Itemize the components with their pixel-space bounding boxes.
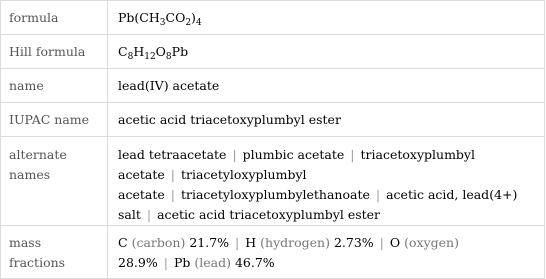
name-value: lead(IV) acetate: [108, 69, 545, 103]
separator: |: [146, 207, 152, 222]
hill-subscript: 8: [127, 52, 134, 62]
separator: |: [350, 147, 355, 162]
row-label-name: name: [1, 69, 108, 103]
element-fraction: 28.9%: [118, 255, 158, 270]
hill-part: H: [133, 44, 145, 59]
hill-subscript: 8: [165, 52, 172, 62]
element-name: (carbon): [131, 235, 186, 250]
alternate-name: triacetyloxyplumbylethanoate: [180, 187, 370, 202]
formula-subscript: 2: [185, 18, 192, 28]
alternate-name: triacetyloxyplumbyl acetate: [118, 167, 307, 202]
element-name: (lead): [194, 255, 231, 270]
formula-subscript: 4: [195, 18, 202, 28]
separator: |: [163, 255, 168, 270]
alternate-name: plumbic acetate: [242, 147, 345, 162]
hill-part: O: [155, 44, 166, 59]
element-name: (oxygen): [404, 235, 459, 250]
separator: |: [379, 235, 384, 250]
formula-value: [108, 1, 545, 35]
alternate-name: triacetoxyplumbyl acetate: [118, 147, 475, 182]
element-symbol: H: [245, 235, 257, 250]
row-label-mass-fractions: mass fractions: [1, 226, 108, 279]
element-symbol: Pb: [173, 255, 191, 270]
row-label-hill-formula: Hill formula: [1, 35, 108, 69]
table-row: [1, 226, 545, 279]
table-row: [1, 69, 545, 103]
alternate-name: acetic acid, lead(4+) salt: [118, 187, 518, 222]
separator: |: [232, 147, 237, 162]
iupac-name-value: acetic acid triacetoxyplumbyl ester: [108, 103, 545, 137]
element-symbol: O: [389, 235, 401, 250]
element-fraction: 46.7%: [234, 255, 275, 270]
row-label-alternate-names: alternate names: [1, 137, 108, 226]
row-label-formula: formula: [1, 1, 108, 35]
formula-part: ): [191, 10, 196, 25]
formula-subscript: 3: [159, 18, 166, 28]
element-name: (hydrogen): [260, 235, 330, 250]
alternate-names-value: [108, 137, 545, 226]
separator: |: [375, 187, 381, 202]
alternate-name: lead tetraacetate: [118, 147, 227, 162]
hill-subscript: 12: [144, 52, 156, 62]
hill-formula-value: [108, 35, 545, 69]
separator: |: [235, 235, 240, 250]
hill-part: C: [118, 44, 128, 59]
hill-part: Pb: [171, 44, 189, 59]
formula-part: CO: [165, 10, 186, 25]
table-row: [1, 35, 545, 69]
table-row: [1, 137, 545, 226]
element-fraction: 2.73%: [333, 235, 374, 250]
separator: |: [170, 187, 175, 202]
table-row: [1, 1, 545, 35]
alternate-name: acetic acid triacetoxyplumbyl ester: [157, 207, 381, 222]
element-symbol: C: [118, 235, 128, 250]
element-fraction: 21.7%: [189, 235, 230, 250]
separator: |: [170, 167, 175, 182]
mass-fractions-value: [108, 226, 545, 279]
row-label-iupac-name: IUPAC name: [1, 103, 108, 137]
table-row: [1, 103, 545, 137]
formula-part: Pb(CH: [118, 10, 160, 25]
